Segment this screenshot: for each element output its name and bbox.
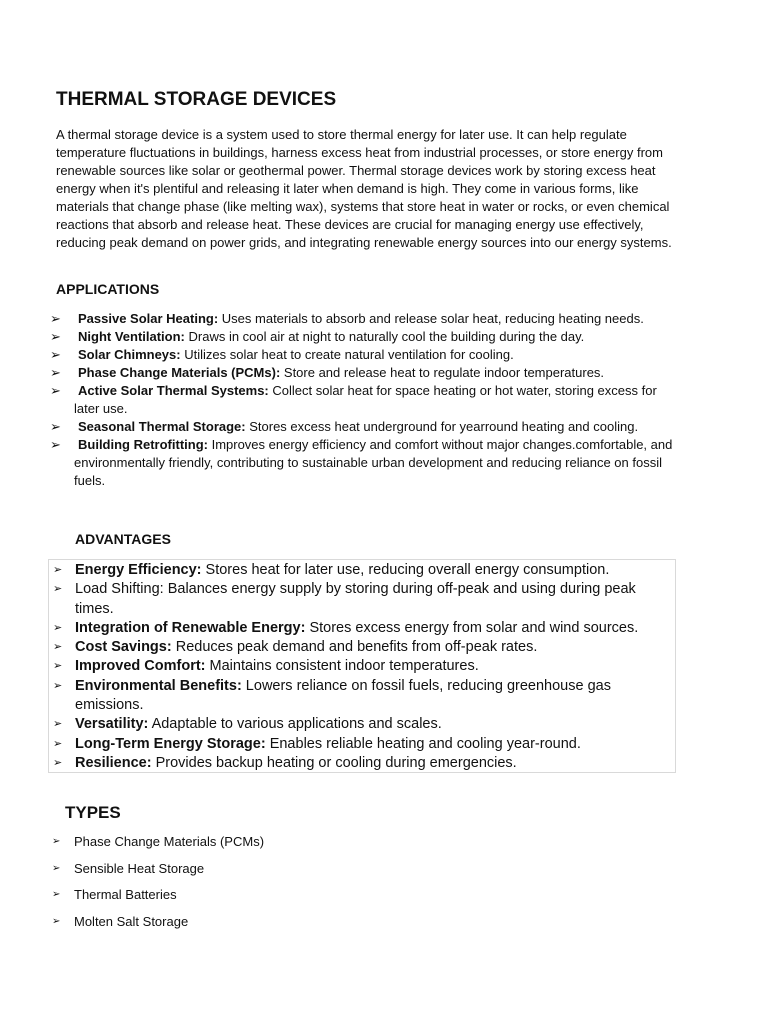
arrow-bullet-icon: ➢ [52,862,61,874]
application-item [50,328,680,346]
item-description: Lowers reliance on fossil fuels, reducing greenhouse gas emissions. [75,677,611,714]
application-item [50,418,680,436]
arrow-bullet-icon: ➢ [53,756,63,769]
advantage-item [49,619,675,638]
arrow-bullet-icon: ➢ [50,437,61,452]
arrow-bullet-icon: ➢ [53,564,63,576]
item-name: Improved Comfort: [75,658,206,675]
types-heading: TYPES [65,803,121,822]
arrow-bullet-icon: ➢ [53,737,63,750]
arrow-bullet-icon: ➢ [52,836,61,847]
arrow-bullet-icon: ➢ [50,383,61,398]
arrow-bullet-icon: ➢ [53,621,63,634]
item-name: Solar Chimneys: [78,347,181,362]
item-description: Collect solar heat for space heating or hot water, storing excess for later use. [74,383,657,416]
advantage-item [49,638,675,657]
item-description: Maintains consistent indoor temperatures. [205,658,479,675]
advantage-item [49,754,675,773]
arrow-bullet-icon: ➢ [52,916,61,928]
advantages-box [48,559,676,773]
item-name: Night Ventilation: [78,329,185,344]
application-item [50,364,680,382]
item-name: Cost Savings: [75,639,172,656]
item-description: Stores excess energy from solar and wind sources. [305,619,639,636]
arrow-bullet-icon: ➢ [53,679,63,692]
item-description: Load Shifting: Balances energy supply by storing during off-peak and using during peak times. [75,581,636,617]
application-item [50,346,680,364]
type-label: Sensible Heat Storage [74,860,205,876]
item-name: Integration of Renewable Energy: [75,619,306,636]
item-description: Enables reliable heating and cooling year-round. [265,735,581,752]
arrow-bullet-icon: ➢ [53,660,63,673]
page-title: THERMAL STORAGE DEVICES [56,89,337,110]
item-description: Draws in cool air at night to naturally cool the building during the day. [184,329,585,344]
item-name: Environmental Benefits: [75,677,242,694]
type-item [52,913,264,940]
arrow-bullet-icon: ➢ [53,641,63,654]
type-label: Molten Salt Storage [74,914,189,930]
item-name: Energy Efficiency: [75,562,202,578]
intro-paragraph: A thermal storage device is a system used to store thermal energy for later use. It can help regulate temperature fluctuations in buildings, harness excess heat from industrial processes, or store energy from renewable sources like solar or geothermal power. Thermal storage devices work by storing excess heat energy when it's plentiful and releasing it later when demand is high. They come in various forms, like materials that change phase (like melting wax), systems that store heat in water or rocks, or even chemical reactions that absorb and release heat. These devices are crucial for managing energy use effectively, reducing peak demand on power grids, and integrating renewable energy sources into our energy systems. [56,127,672,250]
applications-list [50,310,680,490]
type-label: Thermal Batteries [74,887,177,903]
application-item [50,310,680,328]
arrow-bullet-icon: ➢ [50,329,61,344]
item-description: Utilizes solar heat to create natural ventilation for cooling. [180,347,514,362]
item-name: Passive Solar Heating: [78,311,219,326]
item-description: Improves energy efficiency and comfort without major changes.comfortable, and environmentally friendly, contributing to sustainable urban development and reducing reliance on fossil fuels. [74,437,673,488]
advantages-heading: ADVANTAGES [75,531,171,547]
arrow-bullet-icon: ➢ [50,365,61,380]
item-name: Active Solar Thermal Systems: [78,383,269,398]
item-name: Building Retrofitting: [78,437,208,452]
advantages-list [49,561,675,773]
type-label: Phase Change Materials (PCMs) [74,834,265,849]
arrow-bullet-icon: ➢ [53,718,63,731]
arrow-bullet-icon: ➢ [50,419,61,434]
type-item [52,833,264,860]
arrow-bullet-icon: ➢ [50,311,61,326]
item-description: Store and release heat to regulate indoor temperatures. [280,365,605,380]
advantage-item [49,677,675,716]
arrow-bullet-icon: ➢ [53,583,63,596]
item-description: Provides backup heating or cooling during emergencies. [151,754,517,771]
application-item [50,382,680,418]
advantage-item [49,735,675,754]
item-description: Uses materials to absorb and release solar heat, reducing heating needs. [218,311,644,326]
advantage-item [49,657,675,676]
advantage-item [49,561,675,580]
item-name: Seasonal Thermal Storage: [78,419,246,434]
types-list [52,833,264,940]
item-name: Phase Change Materials (PCMs): [78,365,281,380]
application-item [50,436,680,490]
type-item [52,860,264,887]
arrow-bullet-icon: ➢ [52,889,61,901]
advantage-item [49,715,675,734]
applications-heading: APPLICATIONS [56,281,160,297]
item-description: Reduces peak demand and benefits from off-peak rates. [171,639,538,656]
advantage-item [49,580,675,619]
type-item [52,886,264,913]
arrow-bullet-icon: ➢ [50,347,61,362]
item-name: Long-Term Energy Storage: [75,735,266,752]
item-description: Stores heat for later use, reducing overall energy consumption. [201,562,610,578]
item-name: Versatility: [75,716,149,733]
item-name: Resilience: [75,754,152,771]
item-description: Stores excess heat underground for yearround heating and cooling. [245,419,639,434]
item-description: Adaptable to various applications and scales. [148,716,442,733]
